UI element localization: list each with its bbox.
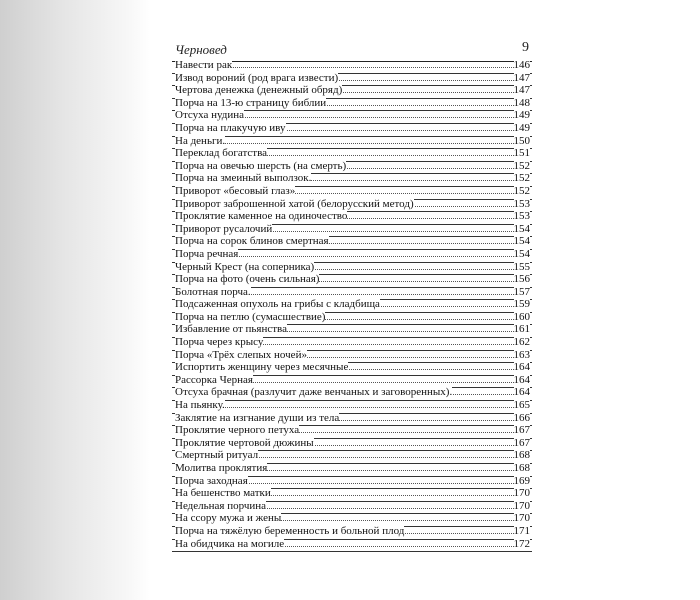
toc-entry-title: Извод вороний (род врага извести) [175,71,339,84]
toc-entry-title: Проклятие черного петуха [175,424,300,437]
toc-entry-title: На пьянку. [175,399,225,412]
toc-entry-title: Порча заходная [175,474,248,487]
toc-entry-title: Испортить женщину через месячные [175,361,349,374]
toc-entry-page: 149 [513,121,530,134]
toc-entry-page: 165 [513,399,530,412]
toc-entry-title: Порча на фото (очень сильная) [175,273,320,286]
header-title: Черновед [175,42,227,57]
dot-leader [175,143,530,144]
toc-entry-page: 170 [513,487,530,500]
toc-entry-title: Проклятие каменное на одиночество [175,210,348,223]
toc-entry [172,121,532,137]
toc-entry-title: На бешенство матки [175,487,271,500]
toc-entry-page: 169 [513,474,530,487]
toc-entry-title: Порча на тяжёлую беременность и больной плод [175,524,405,537]
toc-entry-title: Чертова денежка (денежный обряд) [175,84,343,97]
toc-entry-page: 152 [513,172,530,185]
toc-entry-page: 168 [513,449,530,462]
toc-entry-page: 148 [513,96,530,109]
table-of-contents [172,61,532,552]
dot-leader [175,407,530,408]
toc-entry-title: Порча на змеиный выползок. [175,172,312,185]
toc-entry-page: 162 [513,336,530,349]
toc-entry-title: Проклятие чертовой дюжины [175,436,314,449]
toc-entry-title: Порча речная [175,247,239,260]
toc-entry-page: 160 [513,310,530,323]
toc-entry-title: Черный Крест (на соперника) [175,260,315,273]
toc-entry-title: Молитва проклятия [175,462,268,474]
toc-entry-page: 156 [513,273,530,286]
toc-entry-page: 167 [513,424,530,437]
toc-entry [172,537,532,553]
toc-entry-page: 168 [513,462,530,474]
toc-entry-title: Порча на сорок блинов смертная [175,235,329,248]
toc-entry-page: 154 [513,235,530,248]
toc-entry-page: 161 [513,323,530,336]
toc-entry-page: 166 [513,411,530,424]
toc-entry-page: 154 [513,247,530,260]
toc-entry-title: Порча на петлю (сумасшествие) [175,310,326,323]
toc-entry-title: Порча через крысу [175,336,264,349]
toc-entry-title: Избавление от пьянства [175,323,287,336]
toc-entry-page: 170 [513,512,530,525]
toc-entry-title: Недельная порчина [175,499,267,512]
header-page-number: 9 [522,40,529,55]
toc-entry-title: Навести рак [175,59,233,71]
toc-entry-title: Смертный ритуал [175,449,259,462]
toc-entry-page: 150 [513,134,530,147]
toc-entry-title: Порча на овечью шерсть (на смерть) [175,159,347,172]
toc-entry-page: 157 [513,285,530,298]
toc-entry-page: 171 [513,524,530,537]
toc-entry-page: 147 [513,84,530,97]
page-shadow [0,0,150,600]
toc-entry-page: 146 [513,59,530,71]
toc-entry-title: Отсуха нудина [175,109,245,122]
toc-entry-title: Рассорка Черная [175,373,253,386]
toc-entry-title: Заклятие на изгнание души из тела [175,411,340,424]
toc-entry-page: 154 [513,222,530,235]
toc-entry-title: Приворот русалочий [175,222,273,235]
toc-entry-page: 163 [513,348,530,361]
toc-entry-page: 164 [513,373,530,386]
toc-entry-title: Приворот заброшенной хатой (белорусский метод) [175,197,414,210]
book-page [150,0,560,600]
toc-entry-title: Порча «Трёх слепых ночей» [175,348,307,361]
toc-entry-page: 152 [513,184,530,197]
toc-entry-title: Отсуха брачная (разлучит даже венчаных и заговоренных). [175,386,453,399]
toc-entry-page: 147 [513,71,530,84]
toc-entry-title: На обидчика на могиле [175,537,285,550]
toc-entry [172,388,532,401]
toc-entry-title: Порча на плакучую иву [175,121,286,134]
toc-entry-page: 155 [513,260,530,273]
toc-entry-page: 167 [513,436,530,449]
toc-entry-page: 159 [513,298,530,311]
toc-entry-page: 170 [513,499,530,512]
toc-entry-page: 153 [513,197,530,210]
toc-entry-title: На деньги. [175,134,226,147]
toc-entry-title: Болотная порча. [175,285,251,298]
toc-entry-page: 153 [513,210,530,223]
toc-entry-title: На ссору мужа и жены [175,512,282,525]
toc-entry-page: 164 [513,361,530,374]
toc-entry-page: 151 [513,147,530,160]
toc-entry-page: 164 [513,386,530,399]
toc-entry-page: 152 [513,159,530,172]
toc-entry-title: Приворот «бесовый глаз» [175,184,296,197]
toc-entry-page: 172 [513,537,530,550]
toc-entry-page: 149 [513,109,530,122]
toc-entry-title: Переклад богатства [175,147,268,160]
toc-entry-title: Порча на 13-ю страницу библии [175,96,327,109]
toc-entry-title: Подсаженная опухоль на грибы с кладбища [175,298,380,311]
